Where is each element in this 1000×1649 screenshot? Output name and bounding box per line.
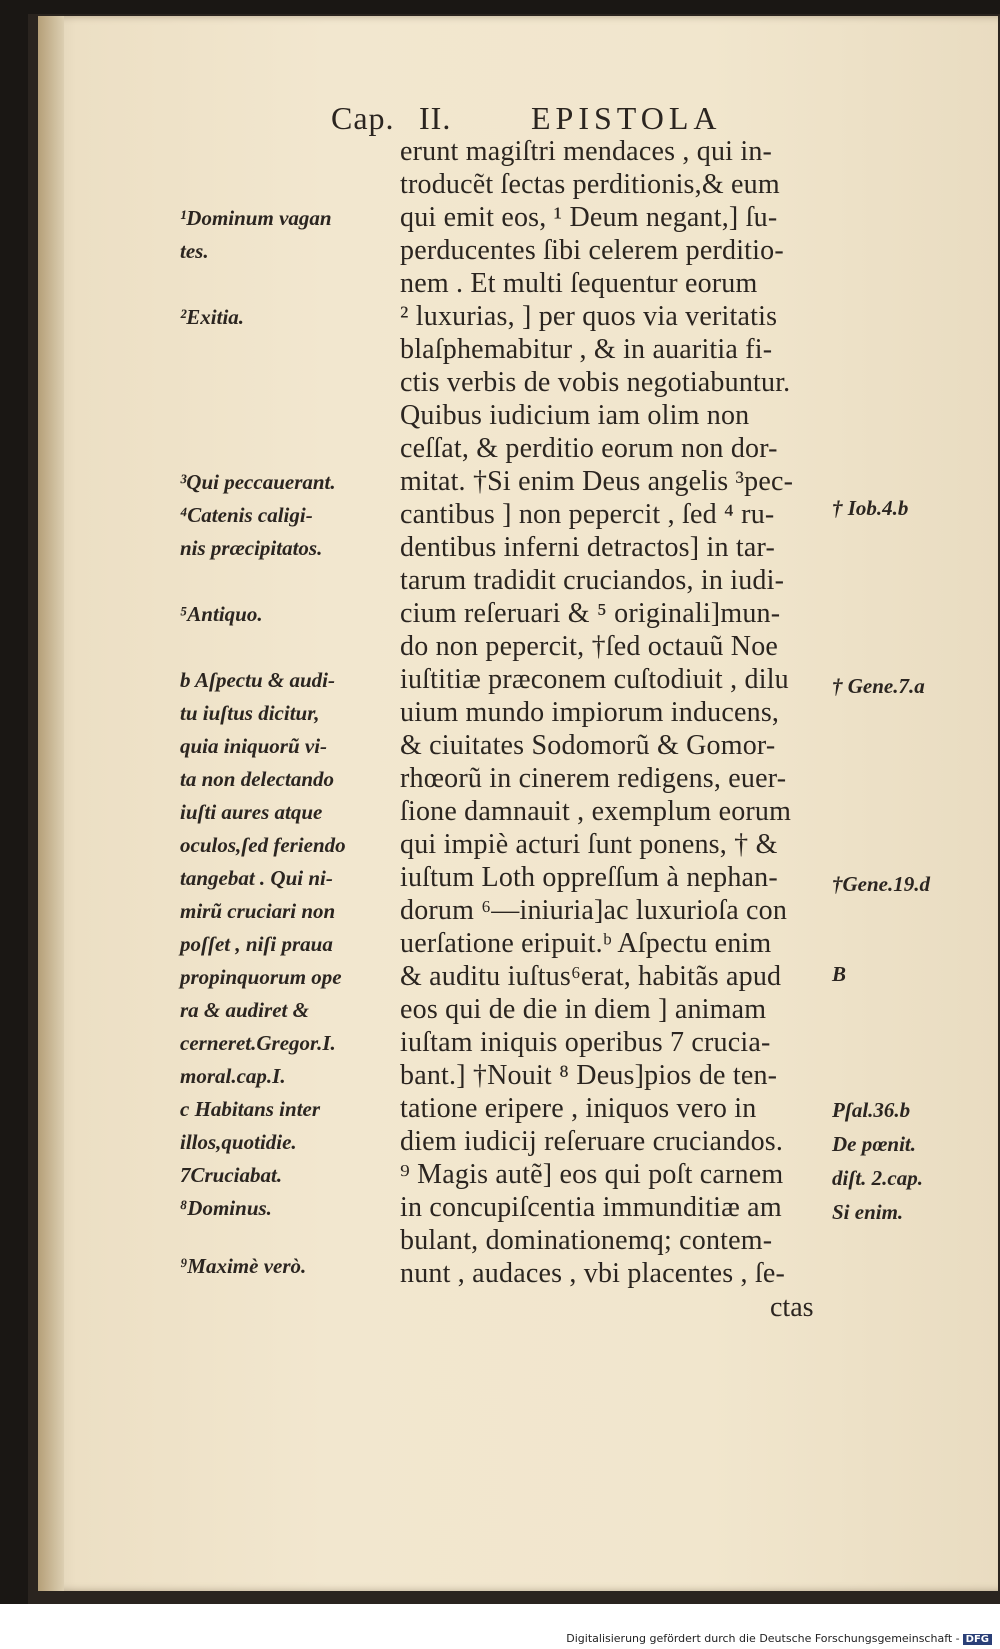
catchword: ctas	[770, 1292, 814, 1323]
gloss-line: ta non delectando	[180, 767, 335, 791]
gloss-line: ³Qui peccauerant.	[180, 470, 336, 494]
running-header	[331, 100, 722, 137]
text-line: ſione damnauit , exemplum eorum	[400, 796, 792, 827]
text-line: bant.] †Nouit ⁸ Deus]pios de ten-	[400, 1060, 778, 1091]
text-line: iuſtam iniquis operibus 7 crucia-	[400, 1027, 771, 1058]
text-line: qui emit eos, ¹ Deum negant,] ſu-	[400, 202, 778, 233]
text-line: bulant, dominationemq; contem-	[400, 1225, 773, 1256]
gloss-line: quia iniquorũ vi-	[180, 734, 328, 758]
text-line: tarum tradidit cruciandos, in iudi-	[400, 565, 785, 596]
reference-note: Si enim.	[832, 1200, 904, 1224]
gloss-line: poſſet , niſi praua	[180, 932, 333, 956]
reference-note: B	[832, 962, 847, 986]
gloss-line: ⁴Catenis caligi-	[180, 503, 313, 527]
reference-note: De pœnit.	[832, 1132, 916, 1156]
text-line: tatione eripere , iniquos vero in	[400, 1093, 757, 1124]
gloss-line: tangebat . Qui ni-	[180, 866, 333, 890]
text-line: nunt , audaces , vbi placentes , ſe-	[400, 1258, 786, 1289]
text-line: uium mundo impiorum inducens,	[400, 697, 780, 728]
text-line: dorum ⁶—iniuria]ac luxurioſa con	[400, 895, 788, 926]
reference-note: †Gene.19.d	[832, 872, 930, 896]
text-line: iuſtitiæ præconem cuſtodiuit , dilu	[400, 664, 789, 695]
gloss-line: illos,quotidie.	[180, 1130, 297, 1154]
text-line: uerſatione eripuit.ᵇ Aſpectu enim	[400, 928, 772, 959]
page-gutter	[38, 16, 64, 1591]
gloss-line: c Habitans inter	[180, 1097, 321, 1121]
text-line: nem . Et multi ſequentur eorum	[400, 268, 758, 299]
gloss-line: ¹Dominum vagan	[180, 206, 332, 230]
text-line: & ciuitates Sodomorũ & Gomor-	[400, 730, 776, 761]
gloss-line: ²Exitia.	[180, 305, 245, 329]
text-line: ⁹ Magis autẽ] eos qui poſt carnem	[400, 1159, 784, 1190]
gloss-line: ⁹Maximè verò.	[180, 1254, 307, 1278]
text-line: rhœorũ in cinerem redigens, euer-	[400, 763, 787, 794]
text-line: & auditu iuſtus⁶erat, habitãs apud	[400, 961, 782, 992]
reference-note: Pſal.36.b	[832, 1098, 911, 1122]
gloss-line: ⁸Dominus.	[180, 1196, 272, 1220]
gloss-line: propinquorum ope	[180, 965, 342, 989]
text-line: cantibus ] non pepercit , ſed ⁴ ru-	[400, 499, 775, 530]
text-line: eos qui de die in diem ] animam	[400, 994, 767, 1025]
funding-footer	[566, 1632, 992, 1645]
text-line: cium reſeruari & ⁵ originali]mun-	[400, 598, 781, 629]
text-line: troducẽt ſectas perditionis,& eum	[400, 169, 780, 200]
gloss-line: ⁵Antiquo.	[180, 602, 263, 626]
gloss-line: ra & audiret &	[180, 998, 309, 1022]
gloss-line: iuſti aures atque	[180, 800, 323, 824]
gloss-line: oculos,ſed feriendo	[180, 833, 346, 857]
text-line: Quibus iudicium iam olim non	[400, 400, 750, 431]
dfg-logo: DFG	[963, 1634, 992, 1645]
gloss-line: b Aſpectu & audi-	[180, 668, 335, 692]
page-title: EPISTOLA	[531, 100, 722, 136]
gloss-line: 7Cruciabat.	[180, 1163, 283, 1187]
text-line: perducentes ſibi celerem perditio-	[400, 235, 784, 266]
chapter-number: II.	[419, 100, 452, 136]
text-line: ² luxurias, ] per quos via veritatis	[400, 301, 778, 332]
text-line: blaſphemabitur , & in auaritia fi-	[400, 334, 773, 365]
reference-note: diſt. 2.cap.	[832, 1166, 923, 1190]
text-line: in concupiſcentia immunditiæ am	[400, 1192, 782, 1223]
funding-text: Digitalisierung gefördert durch die Deutsche Forschungsgemeinschaft -	[566, 1632, 960, 1645]
text-line: erunt magiſtri mendaces , qui in-	[400, 136, 773, 167]
gloss-line: tu iuſtus dicitur,	[180, 701, 320, 725]
text-line: diem iudicij reſeruare cruciandos.	[400, 1126, 784, 1157]
text-line: ctis verbis de vobis negotiabuntur.	[400, 367, 791, 398]
text-line: qui impiè acturi ſunt ponens, † &	[400, 829, 778, 860]
gloss-line: cerneret.Gregor.I.	[180, 1031, 336, 1055]
gloss-line: tes.	[180, 239, 209, 263]
reference-note: † Gene.7.a	[832, 674, 925, 698]
text-line: iuſtum Loth oppreſſum à nephan-	[400, 862, 778, 893]
text-line: mitat. †Si enim Deus angelis ³pec-	[400, 466, 794, 497]
gloss-line: mirũ cruciari non	[180, 899, 336, 923]
chapter-label: Cap.	[331, 100, 395, 136]
text-line: do non pepercit, †ſed octauũ Noe	[400, 631, 779, 662]
reference-note: † Iob.4.b	[832, 496, 909, 520]
gloss-line: moral.cap.I.	[180, 1064, 286, 1088]
text-line: ceſſat, & perditio eorum non dor-	[400, 433, 778, 464]
gloss-line: nis præcipitatos.	[180, 536, 323, 560]
text-line: dentibus inferni detractos] in tar-	[400, 532, 775, 563]
